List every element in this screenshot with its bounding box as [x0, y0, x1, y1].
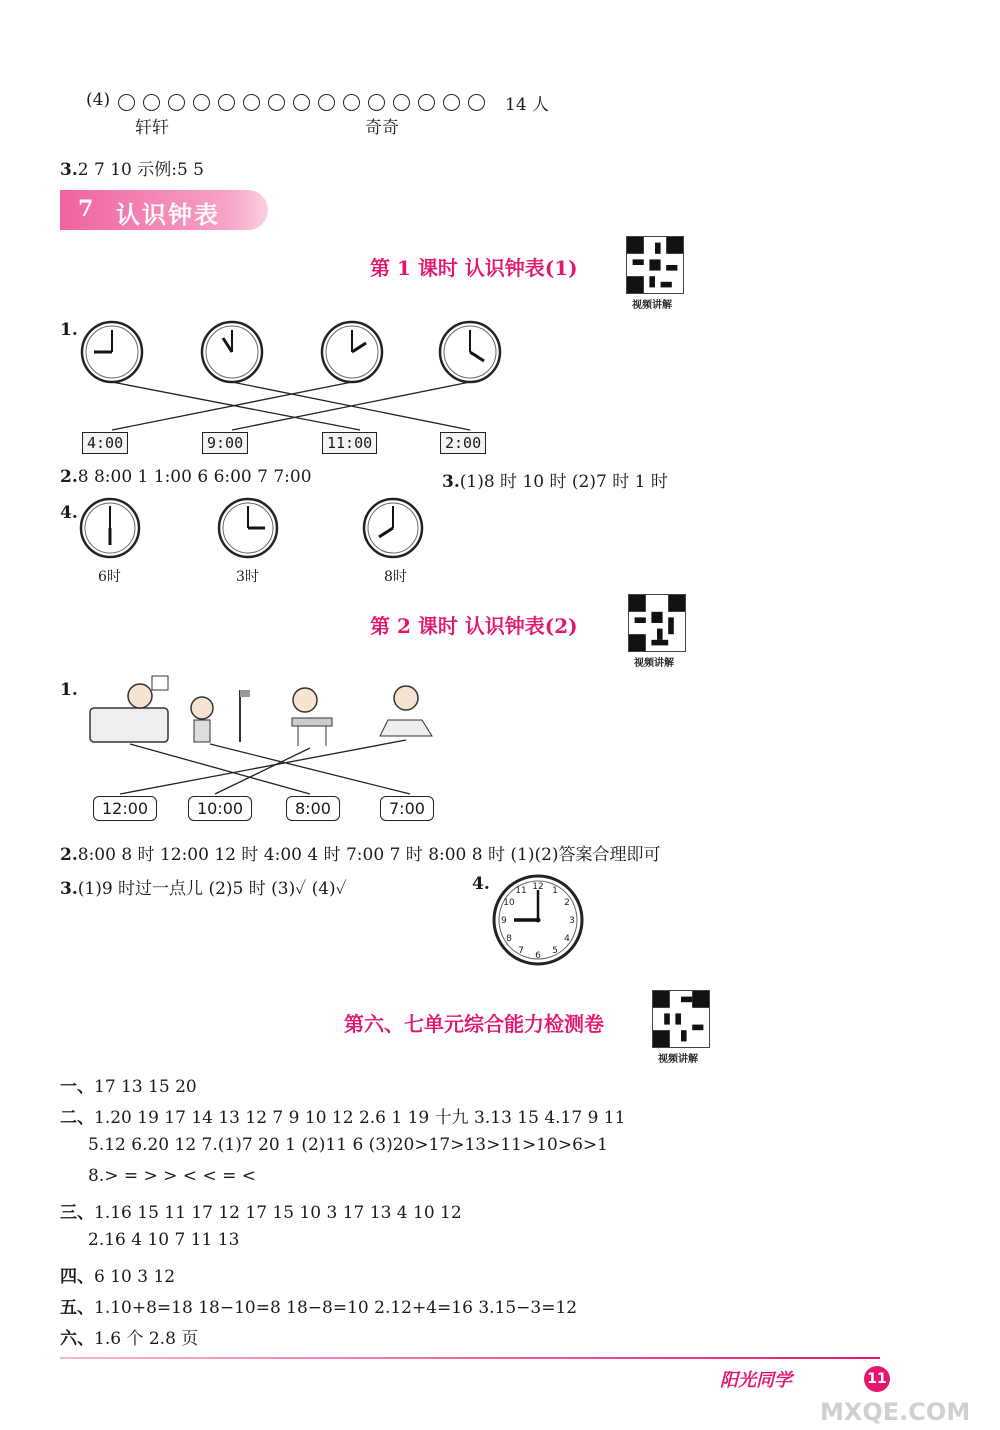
section-number: 7 [78, 196, 94, 222]
clock-8 [364, 499, 422, 557]
svg-text:3: 3 [569, 916, 575, 926]
review-label: 二、 [60, 1108, 94, 1128]
digital-clock: 11:00 [322, 432, 377, 454]
time-box: 10:00 [188, 796, 252, 821]
l1-q3-text: (1)8 时 10 时 (2)7 时 1 时 [459, 472, 668, 492]
review-label: 六、 [60, 1329, 94, 1349]
time-box: 8:00 [286, 796, 340, 821]
digital-clock: 4:00 [82, 432, 128, 454]
circle-row [118, 92, 493, 111]
page-number: 11 [864, 1366, 890, 1392]
review-label: 一、 [60, 1077, 94, 1097]
footer-brand: 阳光同学 [720, 1370, 792, 1391]
scene-studying [292, 688, 332, 746]
time-box: 7:00 [380, 796, 434, 821]
clock-2 [322, 322, 382, 382]
svg-text:8: 8 [506, 934, 512, 944]
qr-label-2: 视频讲解 [634, 658, 674, 669]
clock-9-large [490, 872, 586, 968]
svg-text:2: 2 [564, 898, 570, 908]
svg-text:6: 6 [535, 951, 541, 961]
review-title: 第六、七单元综合能力检测卷 [344, 1012, 604, 1036]
review-line: 1.6 个 2.8 页 [94, 1329, 199, 1349]
name-left: 轩轩 [135, 118, 169, 138]
l1-q1-num: 1. [60, 320, 78, 340]
svg-text:1: 1 [552, 886, 558, 896]
l2-q4-num: 4. [472, 874, 490, 894]
qr-label-1: 视频讲解 [632, 300, 672, 311]
l2-q3-text: (1)9 时过一点儿 (2)5 时 (3)✓ (4)✓ [77, 879, 347, 899]
time-box: 12:00 [93, 796, 157, 821]
match-line [210, 744, 410, 794]
review-line: 1.20 19 17 14 13 12 7 9 10 12 2.6 1 19 十九 3.13 15 4.17 9 11 [94, 1108, 626, 1128]
l2-q2-num: 2. [60, 845, 78, 865]
clock-caption: 3时 [236, 569, 259, 585]
review-line: 5.12 6.20 12 7.(1)7 20 1 (2)11 6 (3)20>17>13>11>10>6>1 [88, 1135, 608, 1155]
review-label: 四、 [60, 1267, 94, 1287]
clock-caption: 8时 [384, 569, 407, 585]
svg-text:5: 5 [552, 946, 558, 956]
footer-divider [60, 1357, 880, 1359]
review-label: 三、 [60, 1203, 94, 1223]
review-label: 五、 [60, 1298, 94, 1318]
clock-3 [219, 499, 277, 557]
qr-label-3: 视频讲解 [658, 1054, 698, 1065]
l1-q4-num: 4. [60, 503, 78, 523]
section-header [60, 190, 268, 230]
clock-caption: 6时 [98, 569, 121, 585]
l1-q2-text: 8 8:00 1 1:00 6 6:00 7 7:00 [77, 467, 312, 487]
svg-text:10: 10 [503, 898, 515, 908]
clock-6 [81, 499, 139, 557]
qr-code-3[interactable] [652, 990, 710, 1052]
review-line: 1.16 15 11 17 12 17 15 10 3 17 13 4 10 12 [94, 1203, 462, 1223]
watermark: MXQE.COM [820, 1398, 971, 1426]
review-line: 8.> = > > < < = < [88, 1166, 256, 1186]
review-line: 1.10+8=18 18−10=8 18−8=10 2.12+4=16 3.15−3=12 [94, 1298, 578, 1318]
scene-waking-up [90, 676, 168, 742]
clock-4 [440, 322, 500, 382]
name-right: 奇奇 [365, 118, 399, 138]
review-line: 6 10 3 12 [94, 1267, 176, 1287]
q4-count: 14 人 [505, 95, 550, 115]
section-title: 认识钟表 [116, 200, 220, 229]
svg-text:12: 12 [532, 882, 544, 892]
digital-clock: 2:00 [440, 432, 486, 454]
lesson2-title: 第 2 课时 认识钟表(2) [370, 614, 578, 638]
l2-q2-text: 8:00 8 时 12:00 12 时 4:00 4 时 7:00 7 时 8:00 8 时 (1)(2)答案合理即可 [77, 845, 661, 865]
lesson1-title: 第 1 课时 认识钟表(1) [370, 256, 578, 280]
svg-text:11: 11 [515, 886, 527, 896]
clock-9 [82, 322, 142, 382]
q3-text: 2 7 10 示例:5 5 [77, 160, 204, 180]
review-line: 2.16 4 10 7 11 13 [88, 1230, 240, 1250]
review-line: 17 13 15 20 [94, 1077, 197, 1097]
scene-eating [380, 686, 432, 736]
qr-code-1[interactable] [626, 236, 684, 298]
q4-label: (4) [86, 90, 111, 110]
match-line [120, 740, 406, 794]
l2-q3-num: 3. [60, 879, 78, 899]
l2-q1-num: 1. [60, 680, 78, 700]
scene-school [191, 690, 250, 742]
l1-q2-num: 2. [60, 467, 78, 487]
digital-clock: 9:00 [202, 432, 248, 454]
qr-code-2[interactable] [628, 594, 686, 656]
svg-text:9: 9 [501, 916, 507, 926]
l1-q4-clocks [75, 495, 435, 565]
l1-q3-num: 3. [442, 472, 460, 492]
svg-text:4: 4 [564, 934, 570, 944]
svg-text:7: 7 [518, 946, 524, 956]
q3-num: 3. [60, 160, 78, 180]
clock-11 [202, 322, 262, 382]
l2-q1-figure [80, 670, 440, 800]
